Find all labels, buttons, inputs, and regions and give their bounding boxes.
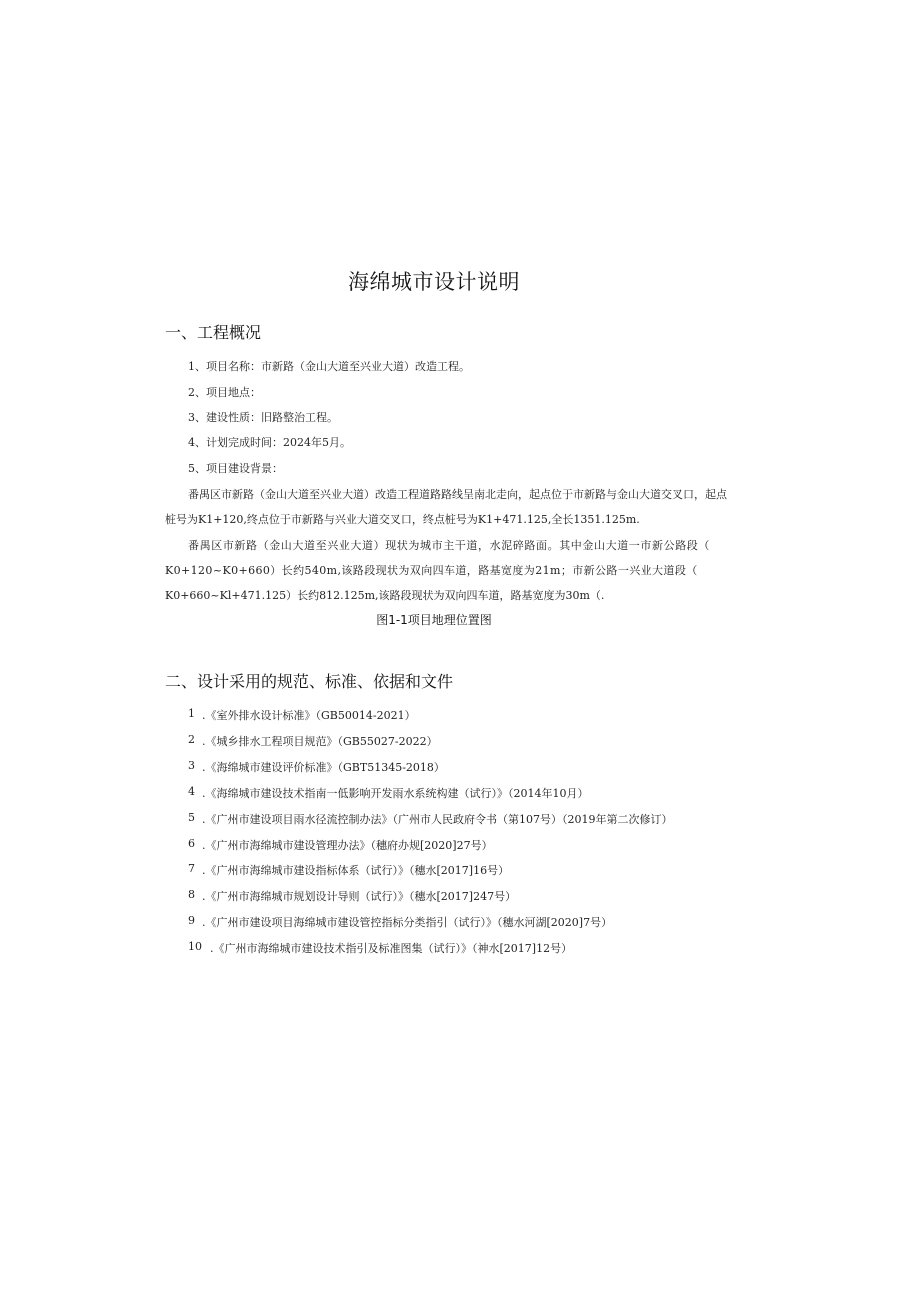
reference-text: .《海绵城市建设技术指南一低影响开发雨水系统构建（试行）》（2014年10月） <box>202 787 589 800</box>
section-heading-project-overview: 一、工程概况 <box>165 323 262 342</box>
reference-item <box>188 837 748 853</box>
reference-number: 5 <box>188 811 195 824</box>
background-paragraph-2-line-2: K0+120~K0+660）长约540m,该路段现状为双向四车道，路基宽度为21m；市新公路一兴业大道段（ <box>165 564 698 577</box>
figure-caption: 图1-1项目地理位置图 <box>376 613 492 627</box>
reference-item <box>188 733 748 749</box>
reference-text: .《广州市建设项目雨水径流控制办法》（广州市人民政府令书（第107号）（2019年第二次修订） <box>202 813 673 826</box>
reference-text: .《城乡排水工程项目规范》（GB55027-2022） <box>202 735 438 748</box>
project-location-item: 2、项目地点： <box>188 386 261 399</box>
reference-item <box>188 862 748 878</box>
reference-text: .《广州市海绵城市建设管理办法》（穗府办规[2020]27号） <box>202 839 493 852</box>
reference-item <box>188 707 748 723</box>
reference-number: 2 <box>188 733 195 746</box>
reference-text: .《广州市海绵城市规划设计导则（试行）》（穗水[2017]247号） <box>202 890 517 903</box>
reference-item <box>188 888 748 904</box>
background-paragraph-2-line-3: K0+660~Kl+471.125）长约812.125m,该路段现状为双向四车道，路基宽度为30m（. <box>165 589 605 602</box>
reference-text: .《海绵城市建设评价标准》（GBT51345-2018） <box>202 761 445 774</box>
reference-number: 7 <box>188 862 195 875</box>
background-paragraph-1-line-1: 番禺区市新路（金山大道至兴业大道）改造工程道路路线呈南北走向，起点位于市新路与金山大道交叉口，起点 <box>188 488 727 501</box>
background-item: 5、项目建设背景： <box>188 462 283 475</box>
reference-text: .《广州市建设项目海绵城市建设管控指标分类指引（试行）》（穗水河湖[2020]7号） <box>202 916 613 929</box>
reference-item <box>188 811 748 827</box>
reference-item <box>188 940 748 956</box>
project-name-item: 1、项目名称：市新路（金山大道至兴业大道）改造工程。 <box>188 360 470 373</box>
reference-number: 6 <box>188 837 195 850</box>
section-heading-standards: 二、设计采用的规范、标准、依据和文件 <box>165 672 454 691</box>
reference-number: 4 <box>188 785 195 798</box>
reference-number: 10 <box>188 940 202 953</box>
reference-text: .《广州市海绵城市建设技术指引及标准图集（试行）》（神水[2017]12号） <box>210 942 573 955</box>
reference-item <box>188 785 748 801</box>
reference-text: .《室外排水设计标准》（GB50014-2021） <box>202 709 416 722</box>
reference-number: 3 <box>188 759 195 772</box>
reference-number: 1 <box>188 707 195 720</box>
document-title: 海绵城市设计说明 <box>348 270 520 294</box>
completion-time-item: 4、计划完成时间：2024年5月。 <box>188 436 351 449</box>
reference-item <box>188 759 748 775</box>
reference-number: 9 <box>188 914 195 927</box>
background-paragraph-1-line-2: 桩号为K1+120,终点位于市新路与兴业大道交叉口，终点桩号为K1+471.125,全长1351.125m. <box>165 513 640 526</box>
background-paragraph-2-line-1: 番禺区市新路（金山大道至兴业大道）现状为城市主干道，水泥碎路面。其中金山大道一市新公路段（ <box>188 539 710 552</box>
reference-item <box>188 914 748 930</box>
construction-nature-item: 3、建设性质：旧路整治工程。 <box>188 411 338 424</box>
reference-number: 8 <box>188 888 195 901</box>
reference-text: .《广州市海绵城市建设指标体系（试行）》（穗水[2017]16号） <box>202 864 510 877</box>
